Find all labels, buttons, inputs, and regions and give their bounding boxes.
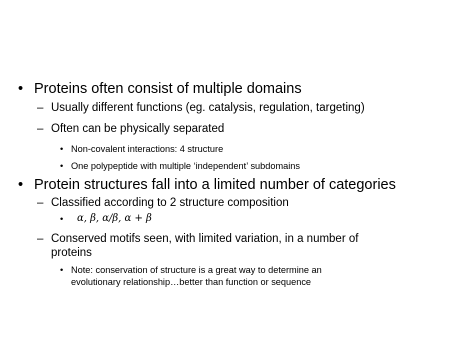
sub-sub-bullet-text: One polypeptide with multiple ‘independent’ subdomains xyxy=(71,161,300,171)
bullet-marker: • xyxy=(60,265,64,275)
sub-bullet-text-line2: proteins xyxy=(51,247,92,259)
sub-bullet-text: Usually different functions (eg. catalysis, regulation, targeting) xyxy=(51,102,365,114)
sub-sub-bullet-item xyxy=(60,264,445,288)
sub-sub-bullet-text-line2: evolutionary relationship…better than function or sequence xyxy=(71,277,312,287)
bullet-marker: • xyxy=(18,81,24,97)
sub-bullet-text-line1: Conserved motifs seen, with limited variation, in a number of xyxy=(51,233,359,245)
sub-bullet-item xyxy=(37,101,447,115)
dash-marker: – xyxy=(37,123,44,135)
bullet-marker: • xyxy=(60,161,64,171)
sub-sub-bullet-text-line1: Note: conservation of structure is a great way to determine an xyxy=(71,265,322,275)
sub-bullet-item xyxy=(37,232,447,260)
sub-sub-bullet-item xyxy=(60,160,440,172)
structure-classes-text: α, β, α/β, α + β xyxy=(77,213,152,224)
bullet-item xyxy=(18,176,448,194)
bullet-marker: • xyxy=(18,177,24,193)
sub-bullet-text: Often can be physically separated xyxy=(51,123,225,135)
dash-marker: – xyxy=(37,197,44,209)
bullet-marker: • xyxy=(60,214,64,224)
bullet-item xyxy=(18,80,438,98)
dash-marker: – xyxy=(37,102,44,114)
bullet-marker: • xyxy=(60,144,64,154)
bullet-text: Protein structures fall into a limited number of categories xyxy=(34,177,396,193)
sub-bullet-item xyxy=(37,122,437,136)
sub-sub-bullet-item xyxy=(60,143,440,155)
sub-sub-bullet-item xyxy=(60,213,260,225)
bullet-text: Proteins often consist of multiple domains xyxy=(34,81,302,97)
sub-bullet-item xyxy=(37,196,437,210)
sub-sub-bullet-text: Non-covalent interactions: 4 structure xyxy=(71,144,224,154)
dash-marker: – xyxy=(37,233,44,245)
sub-bullet-text: Classified according to 2 structure composition xyxy=(51,197,289,209)
